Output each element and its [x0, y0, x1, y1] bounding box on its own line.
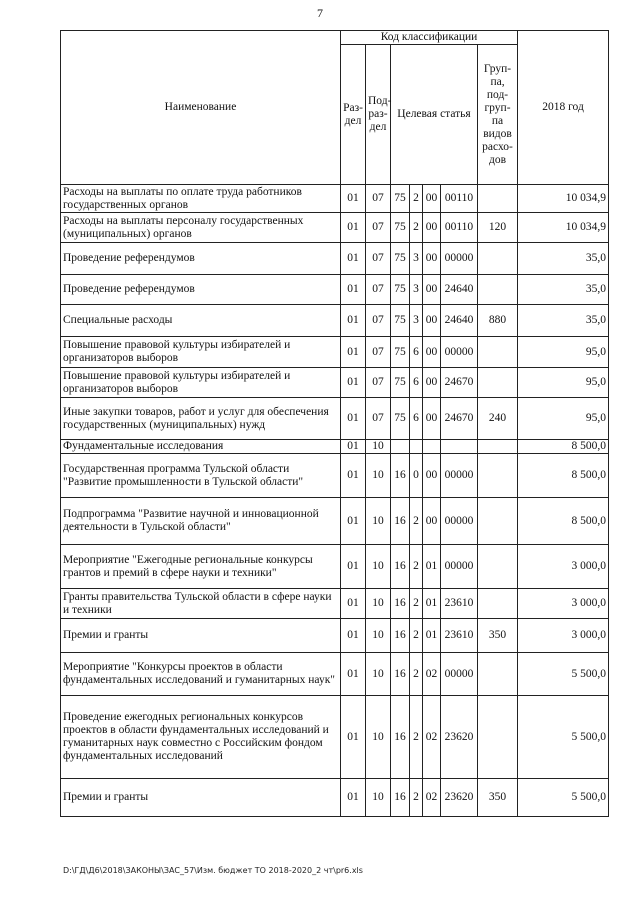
row-razdel: 01 [341, 498, 366, 545]
row-target-subprogram: 0 [410, 454, 423, 498]
row-target-direction: 00110 [441, 213, 478, 243]
table-row [61, 368, 609, 398]
row-razdel: 01 [341, 398, 366, 440]
row-target-program: 75 [391, 305, 410, 337]
row-razdel: 01 [341, 243, 366, 275]
row-target-subprogram: 2 [410, 696, 423, 779]
table-row [61, 619, 609, 653]
row-target-subprogram: 3 [410, 275, 423, 305]
row-podrazdel: 07 [366, 337, 391, 368]
row-expense-group [478, 185, 518, 213]
row-razdel: 01 [341, 213, 366, 243]
row-name: Расходы на выплаты персоналу государственных (муниципальных) органов [61, 213, 341, 243]
header-group: Груп- па, под- груп- па видов расхо- дов [478, 45, 518, 185]
row-amount: 10 034,9 [518, 213, 609, 243]
row-amount: 5 500,0 [518, 779, 609, 817]
table-row [61, 305, 609, 337]
row-amount: 35,0 [518, 305, 609, 337]
row-target-event: 00 [423, 368, 441, 398]
row-podrazdel: 10 [366, 619, 391, 653]
row-target-program: 16 [391, 545, 410, 589]
table-row [61, 185, 609, 213]
row-target-event: 00 [423, 213, 441, 243]
row-target-subprogram: 2 [410, 619, 423, 653]
table-row [61, 398, 609, 440]
row-target-program: 16 [391, 498, 410, 545]
row-target-program: 75 [391, 275, 410, 305]
table-row [61, 696, 609, 779]
row-target-event: 00 [423, 454, 441, 498]
row-name: Мероприятие "Конкурсы проектов в области фундаментальных исследований и гуманитарных наук" [61, 653, 341, 696]
row-razdel: 01 [341, 337, 366, 368]
row-name: Расходы на выплаты по оплате труда работников государственных органов [61, 185, 341, 213]
header-razdel: Раз- дел [341, 45, 366, 185]
row-expense-group: 120 [478, 213, 518, 243]
row-target-event: 01 [423, 619, 441, 653]
row-target-subprogram: 2 [410, 779, 423, 817]
row-razdel: 01 [341, 545, 366, 589]
row-target-direction: 00000 [441, 454, 478, 498]
row-target-event: 00 [423, 275, 441, 305]
row-target-direction: 24670 [441, 368, 478, 398]
row-expense-group: 880 [478, 305, 518, 337]
row-expense-group: 350 [478, 779, 518, 817]
row-target-event: 00 [423, 498, 441, 545]
table-row [61, 498, 609, 545]
row-target-subprogram: 2 [410, 185, 423, 213]
row-target-subprogram: 2 [410, 589, 423, 619]
row-target-direction: 24640 [441, 305, 478, 337]
row-podrazdel: 07 [366, 185, 391, 213]
row-target-direction: 24670 [441, 398, 478, 440]
table-row [61, 589, 609, 619]
row-name: Подпрограмма "Развитие научной и инновационной деятельности в Тульской области" [61, 498, 341, 545]
file-path-footer: D:\ГД\Д6\2018\ЗАКОНЫ\ЗАС_57\Изм. бюджет ТО 2018-2020_2 чт\pr6.xls [63, 866, 363, 875]
row-name: Проведение ежегодных региональных конкурсов проектов в области фундаментальных исследований и гуманитарных наук совместно с Российским фондом фундаментальных исследований [61, 696, 341, 779]
row-name: Гранты правительства Тульской области в сфере науки и техники [61, 589, 341, 619]
row-podrazdel: 07 [366, 213, 391, 243]
row-amount: 5 500,0 [518, 696, 609, 779]
row-razdel: 01 [341, 779, 366, 817]
row-name: Повышение правовой культуры избирателей и организаторов выборов [61, 337, 341, 368]
row-target-subprogram: 2 [410, 213, 423, 243]
row-amount: 3 000,0 [518, 589, 609, 619]
row-razdel: 01 [341, 185, 366, 213]
row-target-program: 16 [391, 696, 410, 779]
row-expense-group [478, 653, 518, 696]
row-target-program: 16 [391, 619, 410, 653]
row-razdel: 01 [341, 440, 366, 454]
row-expense-group [478, 368, 518, 398]
row-expense-group: 240 [478, 398, 518, 440]
table-row [61, 454, 609, 498]
row-amount: 8 500,0 [518, 498, 609, 545]
row-target-subprogram: 2 [410, 498, 423, 545]
header-target: Целевая статья [391, 45, 478, 185]
row-target-direction: 23610 [441, 589, 478, 619]
row-razdel: 01 [341, 454, 366, 498]
row-target-subprogram: 6 [410, 398, 423, 440]
row-podrazdel: 10 [366, 696, 391, 779]
row-expense-group [478, 498, 518, 545]
row-target-program: 75 [391, 398, 410, 440]
row-target-event: 02 [423, 779, 441, 817]
row-podrazdel: 10 [366, 440, 391, 454]
row-podrazdel: 07 [366, 398, 391, 440]
row-target-program: 75 [391, 185, 410, 213]
row-target-subprogram: 6 [410, 368, 423, 398]
table-row [61, 275, 609, 305]
row-amount: 95,0 [518, 398, 609, 440]
row-target-direction: 00000 [441, 243, 478, 275]
row-name: Фундаментальные исследования [61, 440, 341, 454]
row-target-event: 02 [423, 696, 441, 779]
row-expense-group [478, 545, 518, 589]
row-razdel: 01 [341, 275, 366, 305]
row-target-program: 16 [391, 779, 410, 817]
row-podrazdel: 10 [366, 653, 391, 696]
row-podrazdel: 07 [366, 305, 391, 337]
row-name: Повышение правовой культуры избирателей и организаторов выборов [61, 368, 341, 398]
row-target-subprogram: 3 [410, 243, 423, 275]
row-amount: 10 034,9 [518, 185, 609, 213]
row-razdel: 01 [341, 619, 366, 653]
row-name: Проведение референдумов [61, 275, 341, 305]
row-razdel: 01 [341, 653, 366, 696]
row-expense-group [478, 454, 518, 498]
row-expense-group [478, 589, 518, 619]
row-podrazdel: 10 [366, 498, 391, 545]
row-target-direction [441, 440, 478, 454]
row-target-event: 01 [423, 589, 441, 619]
row-podrazdel: 10 [366, 589, 391, 619]
row-target-program: 16 [391, 653, 410, 696]
row-podrazdel: 07 [366, 368, 391, 398]
row-podrazdel: 07 [366, 275, 391, 305]
row-name: Премии и гранты [61, 619, 341, 653]
row-target-event: 00 [423, 185, 441, 213]
table-row [61, 440, 609, 454]
row-amount: 8 500,0 [518, 440, 609, 454]
row-target-program [391, 440, 410, 454]
page-number: 7 [317, 6, 323, 20]
row-target-direction: 23620 [441, 779, 478, 817]
row-expense-group [478, 696, 518, 779]
header-podrazdel: Под- раз- дел [366, 45, 391, 185]
row-target-event: 02 [423, 653, 441, 696]
row-target-direction: 00000 [441, 545, 478, 589]
row-razdel: 01 [341, 305, 366, 337]
row-target-direction: 00000 [441, 653, 478, 696]
table-row [61, 337, 609, 368]
table-row [61, 243, 609, 275]
header-name: Наименование [61, 31, 341, 185]
row-amount: 95,0 [518, 368, 609, 398]
row-target-direction: 00000 [441, 498, 478, 545]
row-target-event: 00 [423, 337, 441, 368]
row-target-event [423, 440, 441, 454]
row-razdel: 01 [341, 696, 366, 779]
row-name: Премии и гранты [61, 779, 341, 817]
header-code: Код классификации [341, 31, 518, 45]
table-body [61, 185, 609, 817]
row-target-subprogram [410, 440, 423, 454]
row-target-subprogram: 2 [410, 653, 423, 696]
row-name: Проведение референдумов [61, 243, 341, 275]
table-row [61, 545, 609, 589]
table-row [61, 779, 609, 817]
row-target-subprogram: 6 [410, 337, 423, 368]
budget-table [60, 30, 609, 817]
row-target-event: 00 [423, 305, 441, 337]
row-target-direction: 24640 [441, 275, 478, 305]
table-row [61, 653, 609, 696]
row-expense-group [478, 243, 518, 275]
table-row [61, 213, 609, 243]
row-name: Государственная программа Тульской области "Развитие промышленности в Тульской области" [61, 454, 341, 498]
row-target-program: 75 [391, 368, 410, 398]
row-target-direction: 23610 [441, 619, 478, 653]
row-target-direction: 23620 [441, 696, 478, 779]
row-target-direction: 00000 [441, 337, 478, 368]
row-expense-group [478, 275, 518, 305]
row-amount: 35,0 [518, 243, 609, 275]
row-amount: 95,0 [518, 337, 609, 368]
row-amount: 3 000,0 [518, 619, 609, 653]
row-target-subprogram: 3 [410, 305, 423, 337]
row-target-program: 16 [391, 454, 410, 498]
row-amount: 35,0 [518, 275, 609, 305]
row-target-subprogram: 2 [410, 545, 423, 589]
row-expense-group: 350 [478, 619, 518, 653]
row-amount: 5 500,0 [518, 653, 609, 696]
row-target-program: 75 [391, 243, 410, 275]
row-podrazdel: 10 [366, 454, 391, 498]
row-name: Иные закупки товаров, работ и услуг для обеспечения государственных (муниципальных) нужд [61, 398, 341, 440]
row-name: Специальные расходы [61, 305, 341, 337]
row-podrazdel: 10 [366, 545, 391, 589]
row-target-direction: 00110 [441, 185, 478, 213]
row-razdel: 01 [341, 589, 366, 619]
row-target-program: 16 [391, 589, 410, 619]
row-podrazdel: 10 [366, 779, 391, 817]
header-year: 2018 год [518, 31, 609, 185]
row-amount: 3 000,0 [518, 545, 609, 589]
row-expense-group [478, 440, 518, 454]
row-razdel: 01 [341, 368, 366, 398]
row-target-event: 01 [423, 545, 441, 589]
row-target-program: 75 [391, 213, 410, 243]
row-podrazdel: 07 [366, 243, 391, 275]
row-target-event: 00 [423, 243, 441, 275]
row-target-program: 75 [391, 337, 410, 368]
row-expense-group [478, 337, 518, 368]
row-amount: 8 500,0 [518, 454, 609, 498]
row-target-event: 00 [423, 398, 441, 440]
row-name: Мероприятие "Ежегодные региональные конкурсы грантов и премий в сфере науки и техники" [61, 545, 341, 589]
